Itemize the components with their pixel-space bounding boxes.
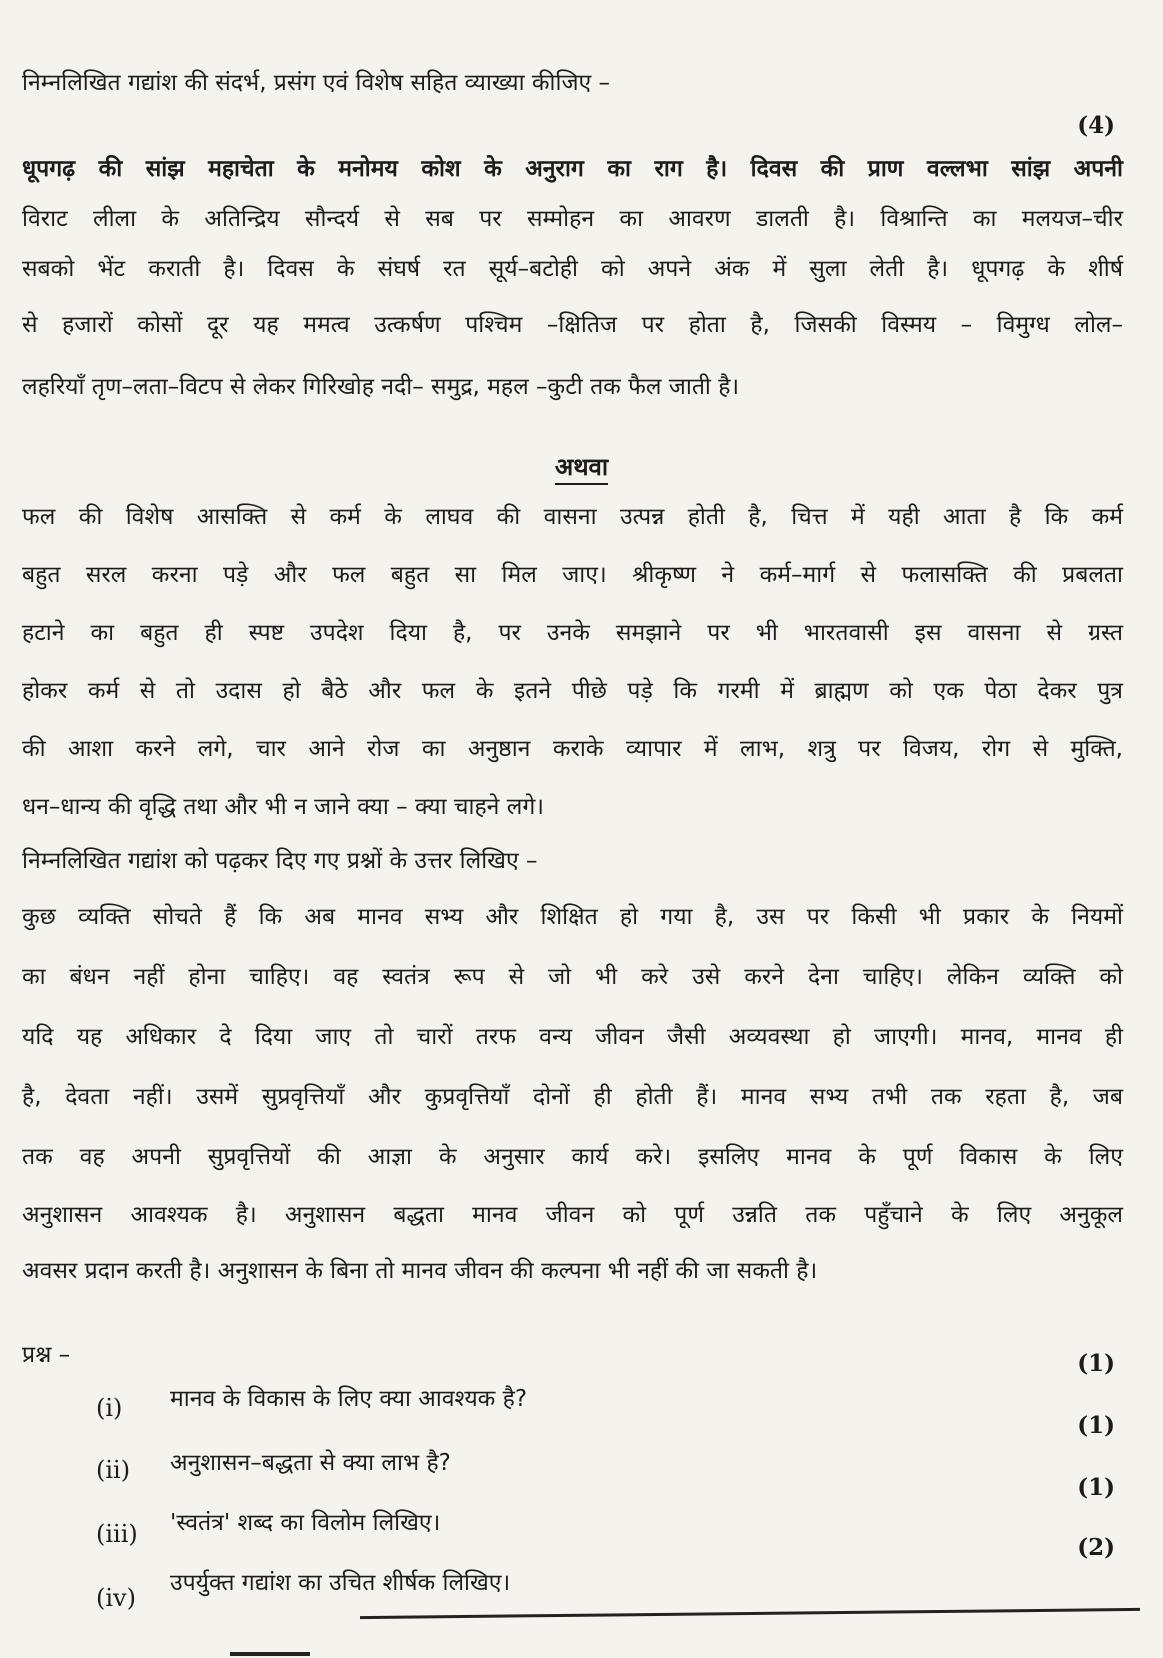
subq-marks: (1) xyxy=(1077,1412,1115,1439)
subq-marks: (1) xyxy=(1077,1474,1115,1501)
subq-text: 'स्वतंत्र' शब्द का विलोम लिखिए। xyxy=(170,1510,441,1536)
question1-instruction: निम्नलिखित गद्यांश की संदर्भ, प्रसंग एवं विशेष सहित व्याख्या कीजिए – xyxy=(22,70,611,96)
or-heading xyxy=(0,450,1163,483)
passage2-line-4: होकर कर्म से तो उदास हो बैठे और फल के इतने पीछे पड़े कि गरमी में ब्राह्मण को एक पेठा देकर पुत्र xyxy=(22,678,1123,704)
bottom-rule xyxy=(360,1608,1140,1619)
passage2-line-2: बहुत सरल करना पड़े और फल बहुत सा मिल जाए। श्रीकृष्ण ने कर्म–मार्ग से फलासक्ति की प्रबलता xyxy=(22,562,1123,588)
question1-marks: (4) xyxy=(1077,112,1115,139)
or-heading-text: अथवा xyxy=(555,453,608,485)
subq-text: मानव के विकास के लिए क्या आवश्यक है? xyxy=(170,1386,528,1412)
subq-text: उपर्युक्त गद्यांश का उचित शीर्षक लिखिए। xyxy=(170,1570,511,1596)
question2-instruction: निम्नलिखित गद्यांश को पढ़कर दिए गए प्रश्नों के उत्तर लिखिए – xyxy=(22,848,538,874)
question2-line-1: कुछ व्यक्ति सोचते हैं कि अब मानव सभ्य और शिक्षित हो गया है, उस पर किसी भी प्रकार के नियमों xyxy=(22,904,1123,930)
passage2-line-6: धन–धान्य की वृद्धि तथा और भी न जाने क्या – क्या चाहने लगे। xyxy=(22,794,544,820)
question1-line-1: धूपगढ़ की सांझ महाचेता के मनोमय कोश के अनुराग का राग है। दिवस की प्राण वल्लभा सांझ अपनी xyxy=(22,156,1123,182)
subq-number: (i) xyxy=(96,1394,123,1422)
question2-line-3: यदि यह अधिकार दे दिया जाए तो चारों तरफ वन्य जीवन जैसी अव्यवस्था हो जाएगी। मानव, मानव ही xyxy=(22,1024,1123,1050)
question1-line-5: लहरियाँ तृण–लता–विटप से लेकर गिरिखोह नदी– समुद्र, महल –कुटी तक फैल जाती है। xyxy=(22,374,740,400)
passage2-line-5: की आशा करने लगे, चार आने रोज का अनुष्ठान कराके व्यापार में लाभ, शत्रु पर विजय, रोग से मुक्ति, xyxy=(22,736,1123,762)
question1-line-2: विराट लीला के अतिन्द्रिय सौन्दर्य से सब पर सम्मोहन का आवरण डालती है। विश्रान्ति का मलयज–चीर xyxy=(22,206,1123,232)
question1-line-3: सबको भेंट कराती है। दिवस के संघर्ष रत सूर्य–बटोही को अपने अंक में सुला लेती है। धूपगढ़ के शीर्ष xyxy=(22,256,1123,282)
subq-number: (iv) xyxy=(96,1584,136,1612)
subq-marks: (2) xyxy=(1077,1534,1115,1561)
question1-line-4: से हजारों कोसों दूर यह ममत्व उत्कर्षण पश्चिम –क्षितिज पर होता है, जिसकी विस्मय – विमुग्ध लोल– xyxy=(22,312,1123,338)
subq-number: (ii) xyxy=(96,1456,131,1484)
question2-line-4: है, देवता नहीं। उसमें सुप्रवृत्तियाँ और कुप्रवृत्तियाँ दोनों ही होती हैं। मानव सभ्य तभी तक रहता है, जब xyxy=(22,1084,1123,1110)
question2-line-7: अवसर प्रदान करती है। अनुशासन के बिना तो मानव जीवन की कल्पना भी नहीं की जा सकती है। xyxy=(22,1258,818,1284)
subq-text: अनुशासन–बद्धता से क्या लाभ है? xyxy=(170,1450,451,1476)
prashn-label: प्रश्न – xyxy=(22,1342,71,1368)
question2-line-2: का बंधन नहीं होना चाहिए। वह स्वतंत्र रूप से जो भी करे उसे करने देना चाहिए। लेकिन व्यक्ति को xyxy=(22,964,1123,990)
question2-line-5: तक वह अपनी सुप्रवृत्तियों की आज्ञा के अनुसार कार्य करे। इसलिए मानव के पूर्ण विकास के लिए xyxy=(22,1144,1123,1170)
passage2-line-3: हटाने का बहुत ही स्पष्ट उपदेश दिया है, पर उनके समझाने पर भी भारतवासी इस वासना से ग्रस्त xyxy=(22,620,1123,646)
question2-line-6: अनुशासन आवश्यक है। अनुशासन बद्धता मानव जीवन को पूर्ण उन्नति तक पहुँचाने के लिए अनुकूल xyxy=(22,1202,1123,1228)
subq-marks: (1) xyxy=(1077,1350,1115,1377)
bottom-rule-short xyxy=(230,1652,310,1656)
passage2-line-1: फल की विशेष आसक्ति से कर्म के लाघव की वासना उत्पन्न होती है, चित्त में यही आता है कि कर्म xyxy=(22,504,1123,530)
subq-number: (iii) xyxy=(96,1520,138,1548)
